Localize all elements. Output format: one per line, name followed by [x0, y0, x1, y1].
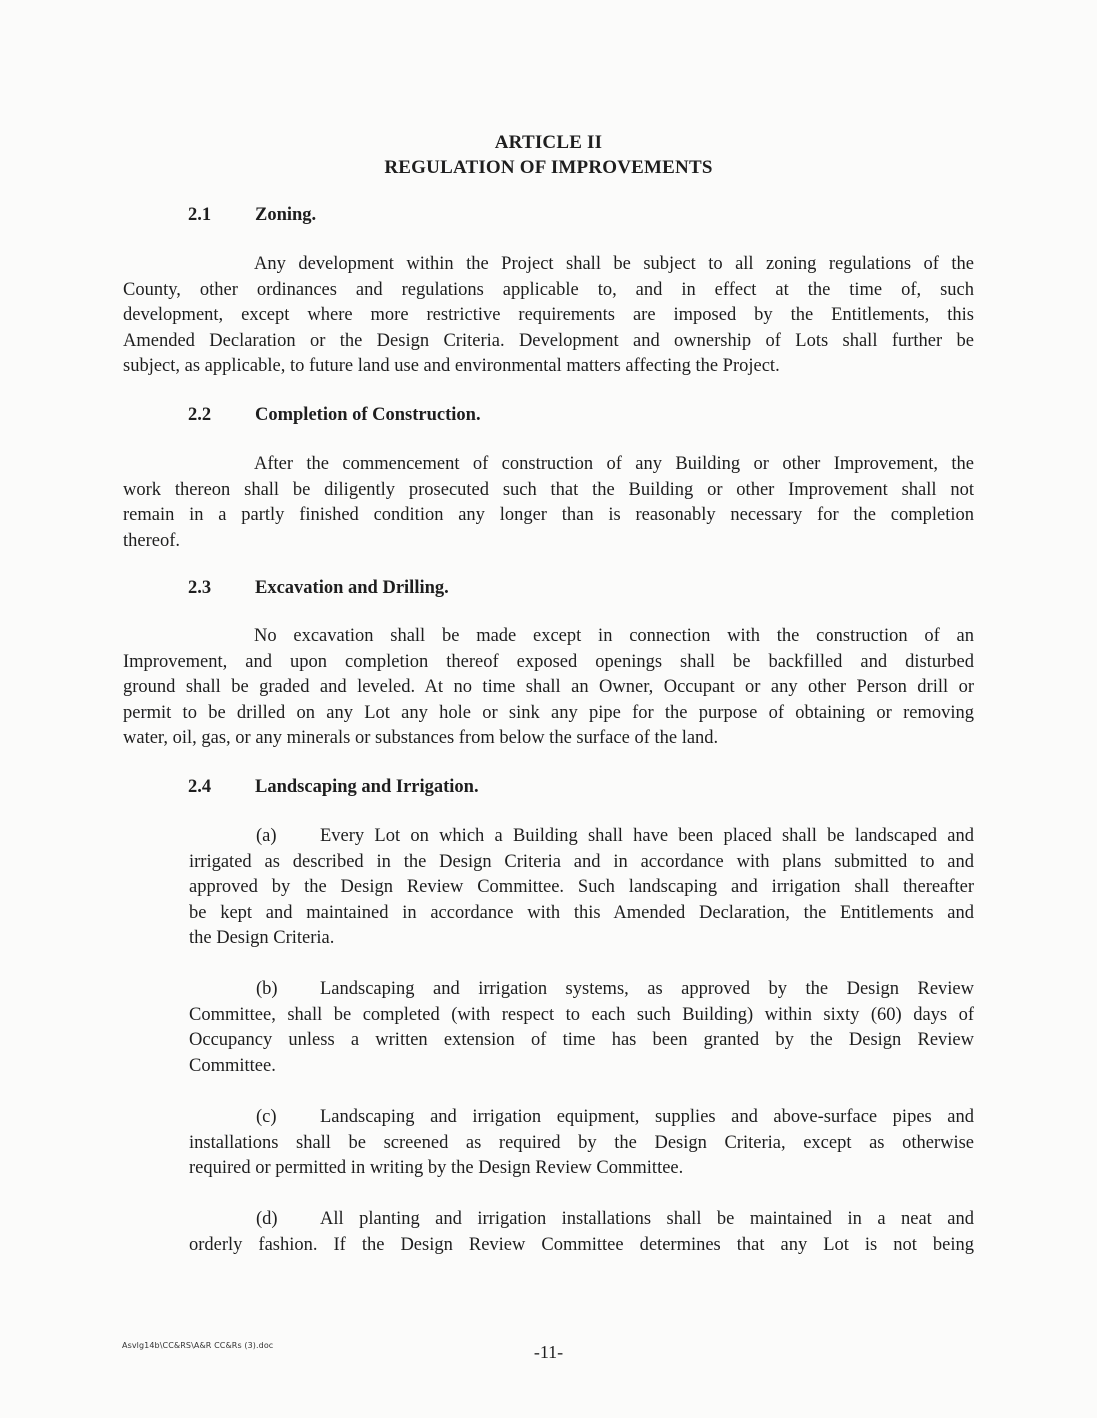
subsection-a — [189, 824, 974, 952]
text-line: installations shall be screened as required by the Design Criteria, except as otherwise — [189, 1132, 974, 1153]
section-heading-excavation — [188, 578, 449, 599]
text-line: Every Lot on which a Building shall have been placed shall be landscaped and — [320, 826, 974, 846]
text-line: remain in a partly finished condition any longer than is reasonably necessary for the completion — [123, 505, 974, 526]
page-number: -11- — [533, 1342, 564, 1362]
section-title: Zoning. — [255, 205, 317, 225]
text-line: work thereon shall be diligently prosecuted such that the Building or other Improvement shall not — [123, 479, 974, 500]
text-line: Any development within the Project shall be subject to all zoning regulations of the — [254, 254, 974, 274]
section-title: Landscaping and Irrigation. — [255, 777, 479, 797]
text-line: approved by the Design Review Committee. Such landscaping and irrigation shall thereafter — [189, 877, 974, 898]
text-line: water, oil, gas, or any minerals or substances from below the surface of the land. — [123, 728, 719, 749]
footer-file-path: Asvlg14b\CC&RS\A&R CC&Rs (3).doc — [122, 1341, 274, 1350]
subsection-c — [189, 1105, 974, 1182]
text-line: ground shall be graded and leveled. At no time shall an Owner, Occupant or any other Person drill or — [123, 677, 974, 698]
section-body-completion — [123, 452, 974, 554]
section-title: Excavation and Drilling. — [255, 578, 449, 598]
text-line: Improvement, and upon completion thereof exposed openings shall be backfilled and disturbed — [123, 651, 974, 672]
text-line: required or permitted in writing by the Design Review Committee. — [189, 1158, 684, 1179]
text-line: Landscaping and irrigation systems, as approved by the Design Review — [320, 979, 974, 999]
text-line: Occupancy unless a written extension of time has been granted by the Design Review — [189, 1030, 974, 1051]
subsection-d — [189, 1207, 974, 1258]
text-line: development, except where more restrictive requirements are imposed by the Entitlements, this — [123, 305, 974, 326]
section-heading-landscaping — [188, 777, 479, 798]
text-line: No excavation shall be made except in connection with the construction of an — [254, 626, 974, 646]
text-line: Committee, shall be completed (with respect to each such Building) within sixty (60) days of — [189, 1004, 974, 1025]
text-line: orderly fashion. If the Design Review Committee determines that any Lot is not being — [189, 1234, 974, 1255]
text-line: irrigated as described in the Design Criteria and in accordance with plans submitted to and — [189, 851, 974, 872]
section-body-excavation — [123, 624, 974, 752]
section-title: Completion of Construction. — [255, 405, 481, 425]
section-number: 2.3 — [188, 578, 212, 598]
text-line: Committee. — [189, 1055, 276, 1076]
subsection-label: (b) — [256, 979, 278, 999]
text-line: Landscaping and irrigation equipment, supplies and above-surface pipes and — [320, 1107, 974, 1127]
text-line: County, other ordinances and regulations applicable to, and in effect at the time of, such — [123, 279, 974, 300]
section-body-zoning — [123, 252, 974, 380]
section-number: 2.4 — [188, 777, 212, 797]
text-line: the Design Criteria. — [189, 928, 335, 949]
subsection-label: (d) — [256, 1209, 278, 1229]
text-line: Amended Declaration or the Design Criteria. Development and ownership of Lots shall further be — [123, 330, 974, 351]
section-heading-zoning — [188, 205, 316, 226]
article-title: REGULATION OF IMPROVEMENTS — [384, 157, 713, 178]
text-line: All planting and irrigation installations shall be maintained in a neat and — [320, 1209, 974, 1229]
section-number: 2.2 — [188, 405, 212, 425]
text-line: be kept and maintained in accordance with this Amended Declaration, the Entitlements and — [189, 902, 974, 923]
subsection-label: (c) — [256, 1107, 277, 1127]
section-heading-completion — [188, 405, 481, 426]
text-line: thereof. — [123, 530, 181, 551]
text-line: After the commencement of construction of any Building or other Improvement, the — [254, 454, 974, 474]
text-line: subject, as applicable, to future land use and environmental matters affecting the Project. — [123, 356, 780, 377]
text-line: permit to be drilled on any Lot any hole or sink any pipe for the purpose of obtaining or removing — [123, 702, 974, 723]
article-number: ARTICLE II — [494, 132, 603, 153]
section-number: 2.1 — [188, 205, 212, 225]
subsection-label: (a) — [256, 826, 277, 846]
subsection-b — [189, 977, 974, 1079]
